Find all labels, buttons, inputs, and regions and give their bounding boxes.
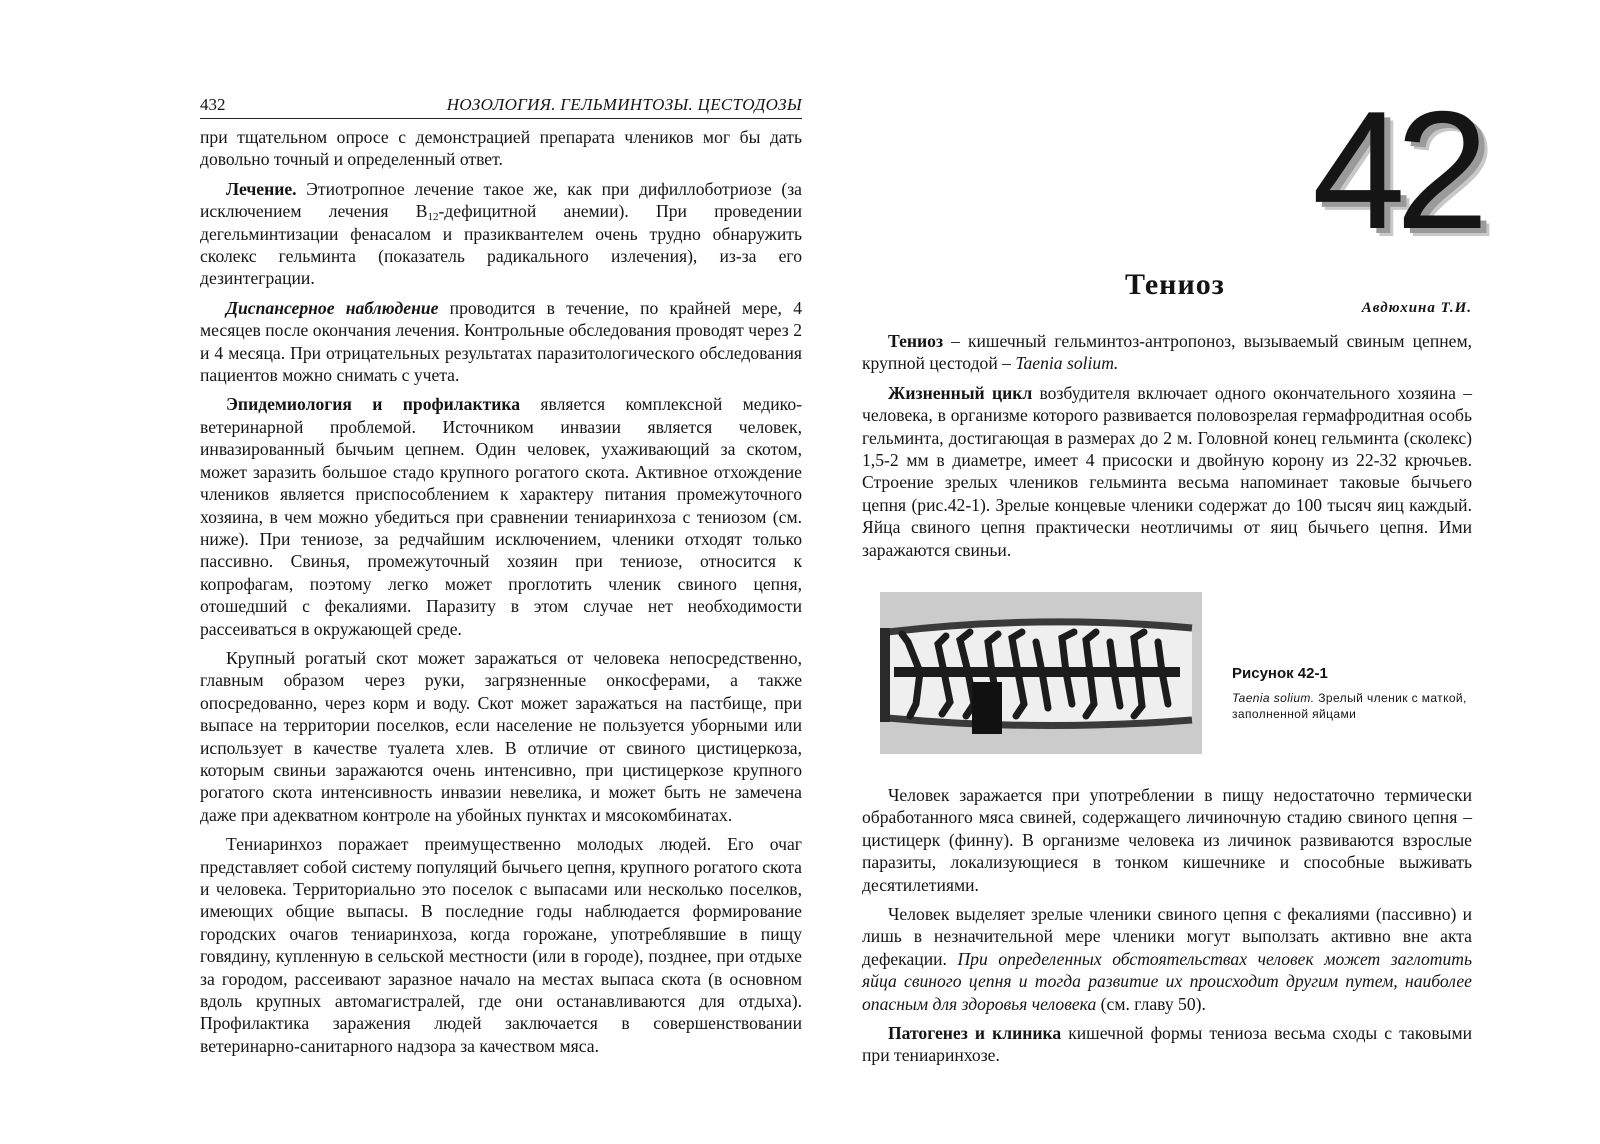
figure-caption <box>1232 664 1472 722</box>
chapter-number: 42 <box>1312 76 1479 264</box>
paragraph: при тщательном опросе с демонстрацией препарата члеников мог бы дать довольно точный и определенный ответ. <box>200 127 802 170</box>
tapeworm-segment-image <box>880 592 1202 754</box>
paragraph: Человек заражается при употреблении в пищу недостаточно термически обработанного мяса свиней, содержащего личиночную стадию свиного цепня – цистицерк (финну). В организме человека из личинок развиваются взрослые паразиты, локализующиеся в тонком кишечнике и способные выживать десятилетиями. <box>862 785 1472 895</box>
paragraph: Крупный рогатый скот может заражаться от человека непосредственно, главным образом через руки, загрязненные онкосферами, а также опосредованно, через корм и воду. Скот может заражаться на пастбище, при выпасе на территории поселков, если население не пользуется уборными или использует в качестве туалета хлев. В отличие от свиного цистицеркоза, которым свиньи заражаются очень интенсивно, при цистицеркозе крупного рогатого скота интенсивность инвазии невелика, и может быть не замечена даже при адекватном контроле на убойных пунктах и мясокомбинатах. <box>200 647 802 825</box>
page-number: 432 <box>200 95 226 114</box>
paragraph: Тениаринхоз поражает преимущественно молодых людей. Его очаг представляет собой систему популяций бычьего цепня, крупного рогатого скота и человека. Территориально это поселок с выпасами или несколько поселков, имеющих общие выпасы. В последние годы наблюдается формирование городских очагов тениаринхоза, когда горожане, употреблявшие в пищу говядину, купленную в сельской местности (или в городе), позднее, при отдыхе за городом, рассеивают заразное начало на местах выпаса скота (в основном вдоль крупных автомагистралей, где они останавливаются для отдыха). Профилактика заражения людей заключается в совершенствовании ветеринарно-санитарного надзора за качеством мяса. <box>200 834 802 1056</box>
chapter-title: Тениоз <box>1125 268 1225 301</box>
paragraph: Человек выделяет зрелые членики свиного цепня с фекалиями (пассивно) и лишь в незначительной мере членики могут выползать активно вне акта дефекации. При определенных обстоятельствах человек может заглотить яйца свиного цепня и тогда развитие их происходит другим путем, наиболее опасным для здоровья человека (см. главу 50). <box>862 904 1472 1014</box>
paragraph-epidemiology: Эпидемиология и профилактика является комплексной медико-ветеринарной проблемой. Источником инвазии является человек, инвазированный бычьим цепнем. Один человек, ухаживающий за скотом, может заразить большое стадо крупного рогатого скота. Активное отхождение члеников является приспособлением к характеру питания промежуточного хозяина, в чем можно убедиться при сравнении тениаринхоза с тениозом (см. ниже). При тениозе, за редчайшим исключением, членики отходят только пассивно. Свинья, промежуточный хозяин при тениозе, относится к копрофагам, поэтому легко может проглотить членик свиного цепня, отошедший с фекалиями. Паразиту в этом случае нет необходимости рассеиваться в окружающей среде. <box>200 394 802 639</box>
right-text-column-top <box>862 330 1472 568</box>
paragraph-treatment: Лечение. Этиотропное лечение такое же, как при дифиллоботриозе (за исключением лечения $B_{12}$-дефицитной анемии). При проведении дегельминтизации фенасалом и празиквантелем очень трудно обнаружить сколекс гельминта (показатель радикального излечения), из-за его дезинтеграции. <box>200 178 803 289</box>
paragraph-dispensary: Диспансерное наблюдение проводится в течение, по крайней мере, 4 месяцев после окончания лечения. Контрольные обследования проводят через 2 и 4 месяца. При отрицательных результатах паразитологического обследования пациентов можно снимать с учета. <box>200 297 802 386</box>
chapter-author: Авдюхина Т.И. <box>1361 300 1472 316</box>
paragraph-pathogenesis: Патогенез и клиника кишечной формы тениоза весьма сходы с таковыми при тениаринхозе. <box>862 1023 1472 1066</box>
paragraph-life-cycle: Жизненный цикл возбудителя включает одного окончательного хозяина – человека, в организме которого развивается половозрелая гермафродитная особь гельминта, достигающая в размерах до 2 м. Головной конец гельминта (сколекс) 1,5-2 мм в диаметре, имеет 4 присоски и двойную корону из 22-32 крючьев. Строение зрелых члеников гельминта весьма напоминает таковые бычьего цепня (рис.42-1). Зрелые концевые членики содержат до 100 тысяч яиц каждый. Яйца свиного цепня практически неотличимы от яиц бычьего цепня. Ими заражаются свиньи. <box>862 382 1472 560</box>
left-text-column <box>200 126 802 1064</box>
figure-label: Рисунок 42-1 <box>1232 665 1328 682</box>
right-page <box>800 0 1600 1144</box>
paragraph-definition: Тениоз – кишечный гельминтоз-антропоноз, вызываемый свиным цепнем, крупной цестодой – Taenia solium. <box>862 331 1472 374</box>
running-header <box>200 94 802 119</box>
running-title: НОЗОЛОГИЯ. ГЕЛЬМИНТОЗЫ. ЦЕСТОДОЗЫ <box>446 95 802 114</box>
figure-photo <box>880 592 1202 754</box>
right-text-column-bottom <box>862 784 1472 1074</box>
figure-caption-text: Taenia solium. Зрелый членик с маткой, заполненной яйцами <box>1232 691 1467 721</box>
